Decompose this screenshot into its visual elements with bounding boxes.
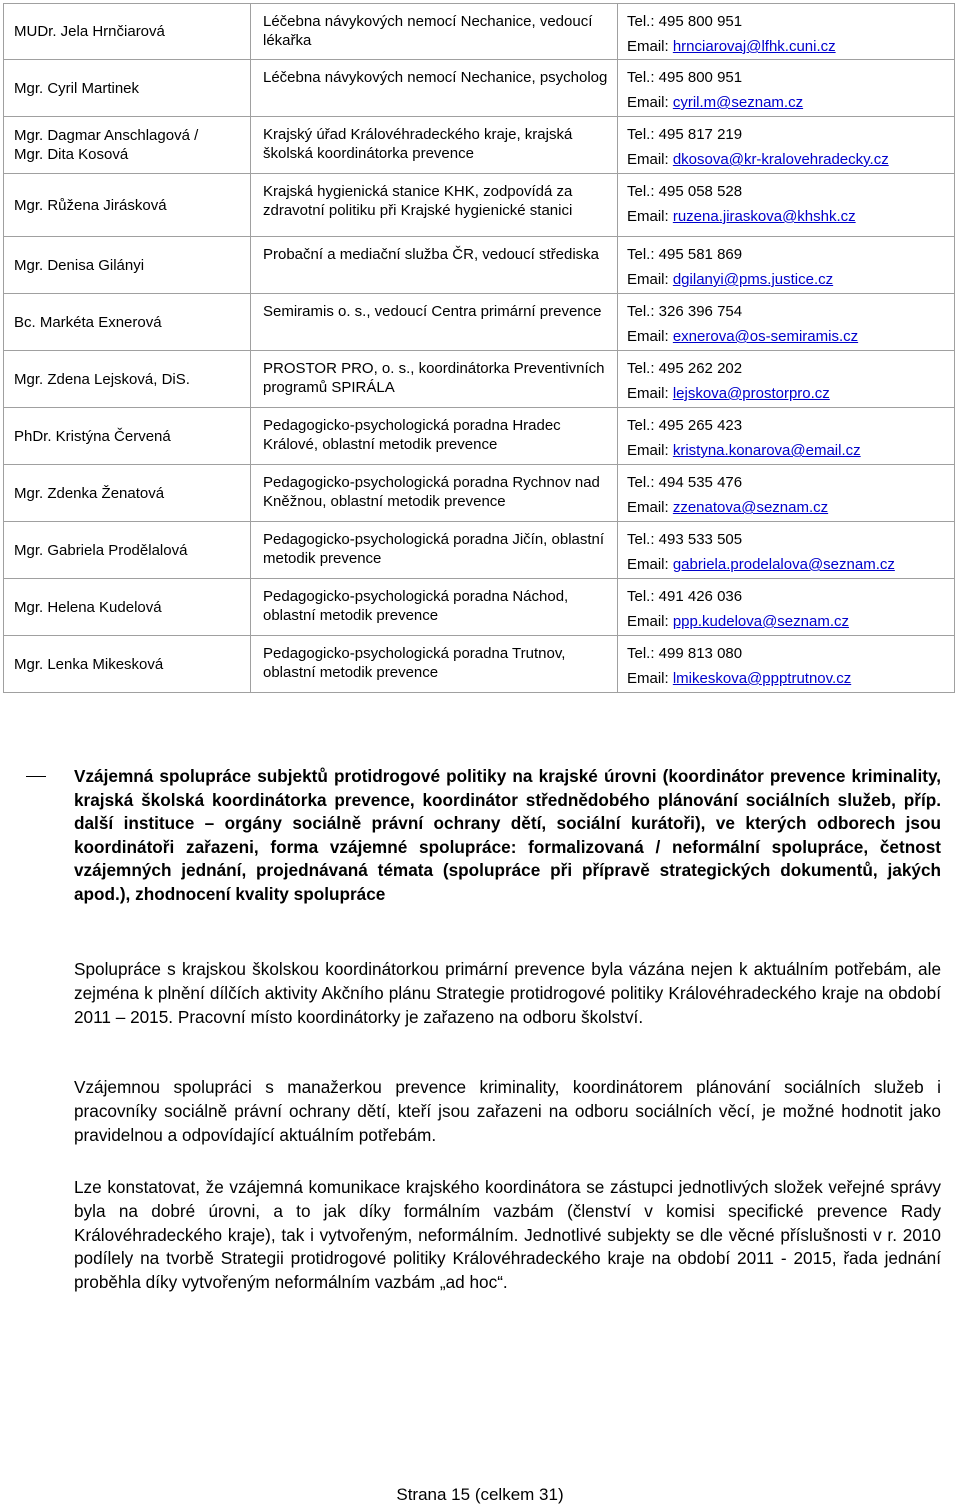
contact-info-cell [618, 174, 955, 237]
contact-info-cell [618, 60, 955, 117]
email-link[interactable]: ppp.kudelova@seznam.cz [672, 613, 849, 630]
email-link[interactable]: gabriela.prodelalova@seznam.cz [672, 556, 895, 573]
email-label: Email: [627, 94, 673, 111]
contact-row [4, 579, 955, 636]
contact-role-cell [251, 522, 618, 579]
contact-info-cell [618, 237, 955, 294]
contact-role-cell [251, 408, 618, 465]
contact-name: Bc. Markéta Exnerová [14, 313, 162, 331]
email-link[interactable]: ruzena.jiraskova@khshk.cz [672, 208, 856, 225]
contact-info-cell [618, 636, 955, 693]
contact-phone: Tel.: 493 533 505 [627, 531, 743, 548]
contact-row [4, 4, 955, 60]
email-label: Email: [627, 670, 673, 687]
contact-phone: Tel.: 495 800 951 [627, 69, 743, 86]
contact-role-cell [251, 174, 618, 237]
contact-name: Mgr. Zdena Lejsková, DiS. [14, 370, 190, 388]
contacts-table [3, 3, 955, 693]
email-link[interactable]: lmikeskova@ppptrutnov.cz [672, 670, 852, 687]
list-dash [26, 776, 46, 777]
contact-name: Mgr. Lenka Mikesková [14, 655, 164, 673]
contact-name-cell [4, 351, 251, 408]
contact-info-cell [618, 579, 955, 636]
contact-role: Pedagogicko-psychologická poradna Jičín, oblastní metodik prevence [263, 531, 605, 567]
email-label: Email: [627, 556, 673, 573]
contact-name-cell [4, 60, 251, 117]
email-label: Email: [627, 208, 673, 225]
contact-row [4, 465, 955, 522]
contact-role-cell [251, 294, 618, 351]
contact-phone: Tel.: 326 396 754 [627, 303, 743, 320]
contact-info-cell [618, 522, 955, 579]
email-label: Email: [627, 499, 673, 516]
contact-role-cell [251, 579, 618, 636]
contact-name-cell [4, 4, 251, 60]
email-link[interactable]: cyril.m@seznam.cz [672, 94, 804, 111]
contact-name-cell [4, 117, 251, 174]
contact-phone: Tel.: 491 426 036 [627, 588, 743, 605]
contact-row [4, 522, 955, 579]
contact-role: Pedagogicko-psychologická poradna Hradec Králové, oblastní metodik prevence [263, 417, 561, 453]
paragraph-school-coordinator: Spolupráce s krajskou školskou koordinátorkou primární prevence byla vázána nejen k aktuálním potřebám, ale zejména k plnění dílčích aktivity Akčního plánu Strategie protidrogové politiky Královéhradeckého kraje na období 2011 – 2015. Pracovní místo koordinátorky je zařazeno na odboru školství. [74, 959, 941, 1027]
contact-role-cell [251, 351, 618, 408]
contact-phone: Tel.: 495 262 202 [627, 360, 743, 377]
paragraph-crime-prevention: Vzájemnou spolupráci s manažerkou prevence kriminality, koordinátorem plánování sociálních služeb i pracovníky sociálně právní ochrany dětí, kteří jsou zařazeni na odboru sociálních věcí, je možné hodnotit jako pravidelnou a odpovídající aktuálním potřebám. [74, 1077, 941, 1145]
contact-role-cell [251, 4, 618, 60]
contact-info-cell [618, 465, 955, 522]
contact-name: Mgr. Dagmar Anschlagová / [14, 127, 199, 144]
email-label: Email: [627, 328, 673, 345]
contact-role: Léčebna návykových nemocí Nechanice, psycholog [263, 69, 608, 86]
page-footer: Strana 15 (celkem 31) [396, 1485, 564, 1504]
contact-name-cell [4, 294, 251, 351]
contact-name: Mgr. Cyril Martinek [14, 79, 140, 97]
contact-name-cell [4, 636, 251, 693]
contact-row [4, 408, 955, 465]
contact-role: Pedagogicko-psychologická poradna Trutnov, oblastní metodik prevence [263, 645, 566, 681]
contact-row [4, 60, 955, 117]
email-link[interactable]: hrnciarovaj@lfhk.cuni.cz [672, 38, 836, 55]
contact-phone: Tel.: 494 535 476 [627, 474, 743, 491]
contact-name-cell [4, 465, 251, 522]
contact-row [4, 117, 955, 174]
contact-name-cell [4, 579, 251, 636]
cooperation-section [74, 765, 941, 906]
contact-name: PhDr. Kristýna Červená [14, 427, 171, 445]
contact-row [4, 237, 955, 294]
email-label: Email: [627, 38, 673, 55]
contact-row [4, 174, 955, 237]
contact-name-cell [4, 174, 251, 237]
contact-name: Mgr. Gabriela Prodělalová [14, 541, 188, 559]
email-link[interactable]: dkosova@kr-kralovehradecky.cz [672, 151, 889, 168]
email-label: Email: [627, 442, 673, 459]
email-label: Email: [627, 385, 673, 402]
contact-role-cell [251, 117, 618, 174]
email-link[interactable]: exnerova@os-semiramis.cz [672, 328, 859, 345]
contact-info-cell [618, 117, 955, 174]
contact-name: Mgr. Dita Kosová [14, 146, 129, 163]
email-label: Email: [627, 151, 673, 168]
contact-phone: Tel.: 495 265 423 [627, 417, 743, 434]
contact-row [4, 636, 955, 693]
contact-name-cell [4, 522, 251, 579]
email-label: Email: [627, 613, 673, 630]
contact-role: Léčebna návykových nemocí Nechanice, vedoucí lékařka [263, 13, 593, 49]
contact-phone: Tel.: 495 800 951 [627, 13, 743, 30]
contact-phone: Tel.: 495 058 528 [627, 183, 743, 200]
email-link[interactable]: zzenatova@seznam.cz [672, 499, 829, 516]
contact-phone: Tel.: 499 813 080 [627, 645, 743, 662]
contact-phone: Tel.: 495 817 219 [627, 126, 743, 143]
contact-phone: Tel.: 495 581 869 [627, 246, 743, 263]
contact-role: Krajský úřad Královéhradeckého kraje, krajská školská koordinátorka prevence [263, 126, 573, 162]
contact-name: MUDr. Jela Hrnčiarová [14, 23, 165, 40]
contact-name: Mgr. Zdenka Ženatová [14, 484, 165, 502]
email-label: Email: [627, 271, 673, 288]
contact-role: Semiramis o. s., vedoucí Centra primární prevence [263, 303, 602, 320]
contact-info-cell [618, 408, 955, 465]
contact-name-cell [4, 408, 251, 465]
contact-name: Mgr. Růžena Jirásková [14, 196, 167, 214]
contact-role-cell [251, 237, 618, 294]
contact-name-cell [4, 237, 251, 294]
contact-name: Mgr. Helena Kudelová [14, 598, 162, 616]
paragraph-communication: Lze konstatovat, že vzájemná komunikace krajského koordinátora se zástupci jednotlivých složek veřejné správy byla na dobré úrovni, a to jak díky formálním vazbám (členství v komisi specifické prevence Rady Královéhradeckého kraje), tak i vytvořeným, neformálním. Jednotlivé subjekty se dle věcné příslušnosti v r. 2010 podílely na tvorbě Strategii protidrogové politiky Královéhradeckého kraje na období 2011 - 2015, řada jednání proběhla díky vytvořeným neformálním vazbám „ad hoc“. [74, 1177, 941, 1293]
contact-info-cell [618, 351, 955, 408]
contact-role: Probační a mediační služba ČR, vedoucí střediska [263, 246, 599, 263]
contact-info-cell [618, 4, 955, 60]
email-link[interactable]: kristyna.konarova@email.cz [672, 442, 861, 459]
contact-role: Krajská hygienická stanice KHK, zodpovídá za zdravotní politiku při Krajské hygienické stanici [263, 183, 573, 219]
contact-name: Mgr. Denisa Gilányi [14, 256, 145, 274]
email-link[interactable]: dgilanyi@pms.justice.cz [672, 271, 834, 288]
email-link[interactable]: lejskova@prostorpro.cz [672, 385, 830, 402]
contact-role-cell [251, 636, 618, 693]
contact-row [4, 351, 955, 408]
contact-role-cell [251, 465, 618, 522]
contact-role-cell [251, 60, 618, 117]
contact-info-cell [618, 294, 955, 351]
contact-role: Pedagogicko-psychologická poradna Rychnov nad Kněžnou, oblastní metodik prevence [263, 474, 600, 510]
section-heading: Vzájemná spolupráce subjektů protidrogové politiky na krajské úrovni (koordinátor prevence kriminality, krajská školská koordinátorka prevence, koordinátor střednědobého plánování sociálních služeb, příp. další instituce – orgány sociálně právní ochrany dětí, sociální kurátoři), ve kterých odborech jsou koordinátoři zařazeni, forma vzájemné spolupráce: formalizovaná / neformální spolupráce, četnost vzájemných jednání, projednávaná témata (spolupráce při přípravě strategických dokumentů, jakých apod.), zhodnocení kvality spolupráce [74, 766, 941, 904]
contact-role: Pedagogicko-psychologická poradna Náchod, oblastní metodik prevence [263, 588, 569, 624]
contact-role: PROSTOR PRO, o. s., koordinátorka Preventivních programů SPIRÁLA [263, 360, 605, 396]
contact-row [4, 294, 955, 351]
